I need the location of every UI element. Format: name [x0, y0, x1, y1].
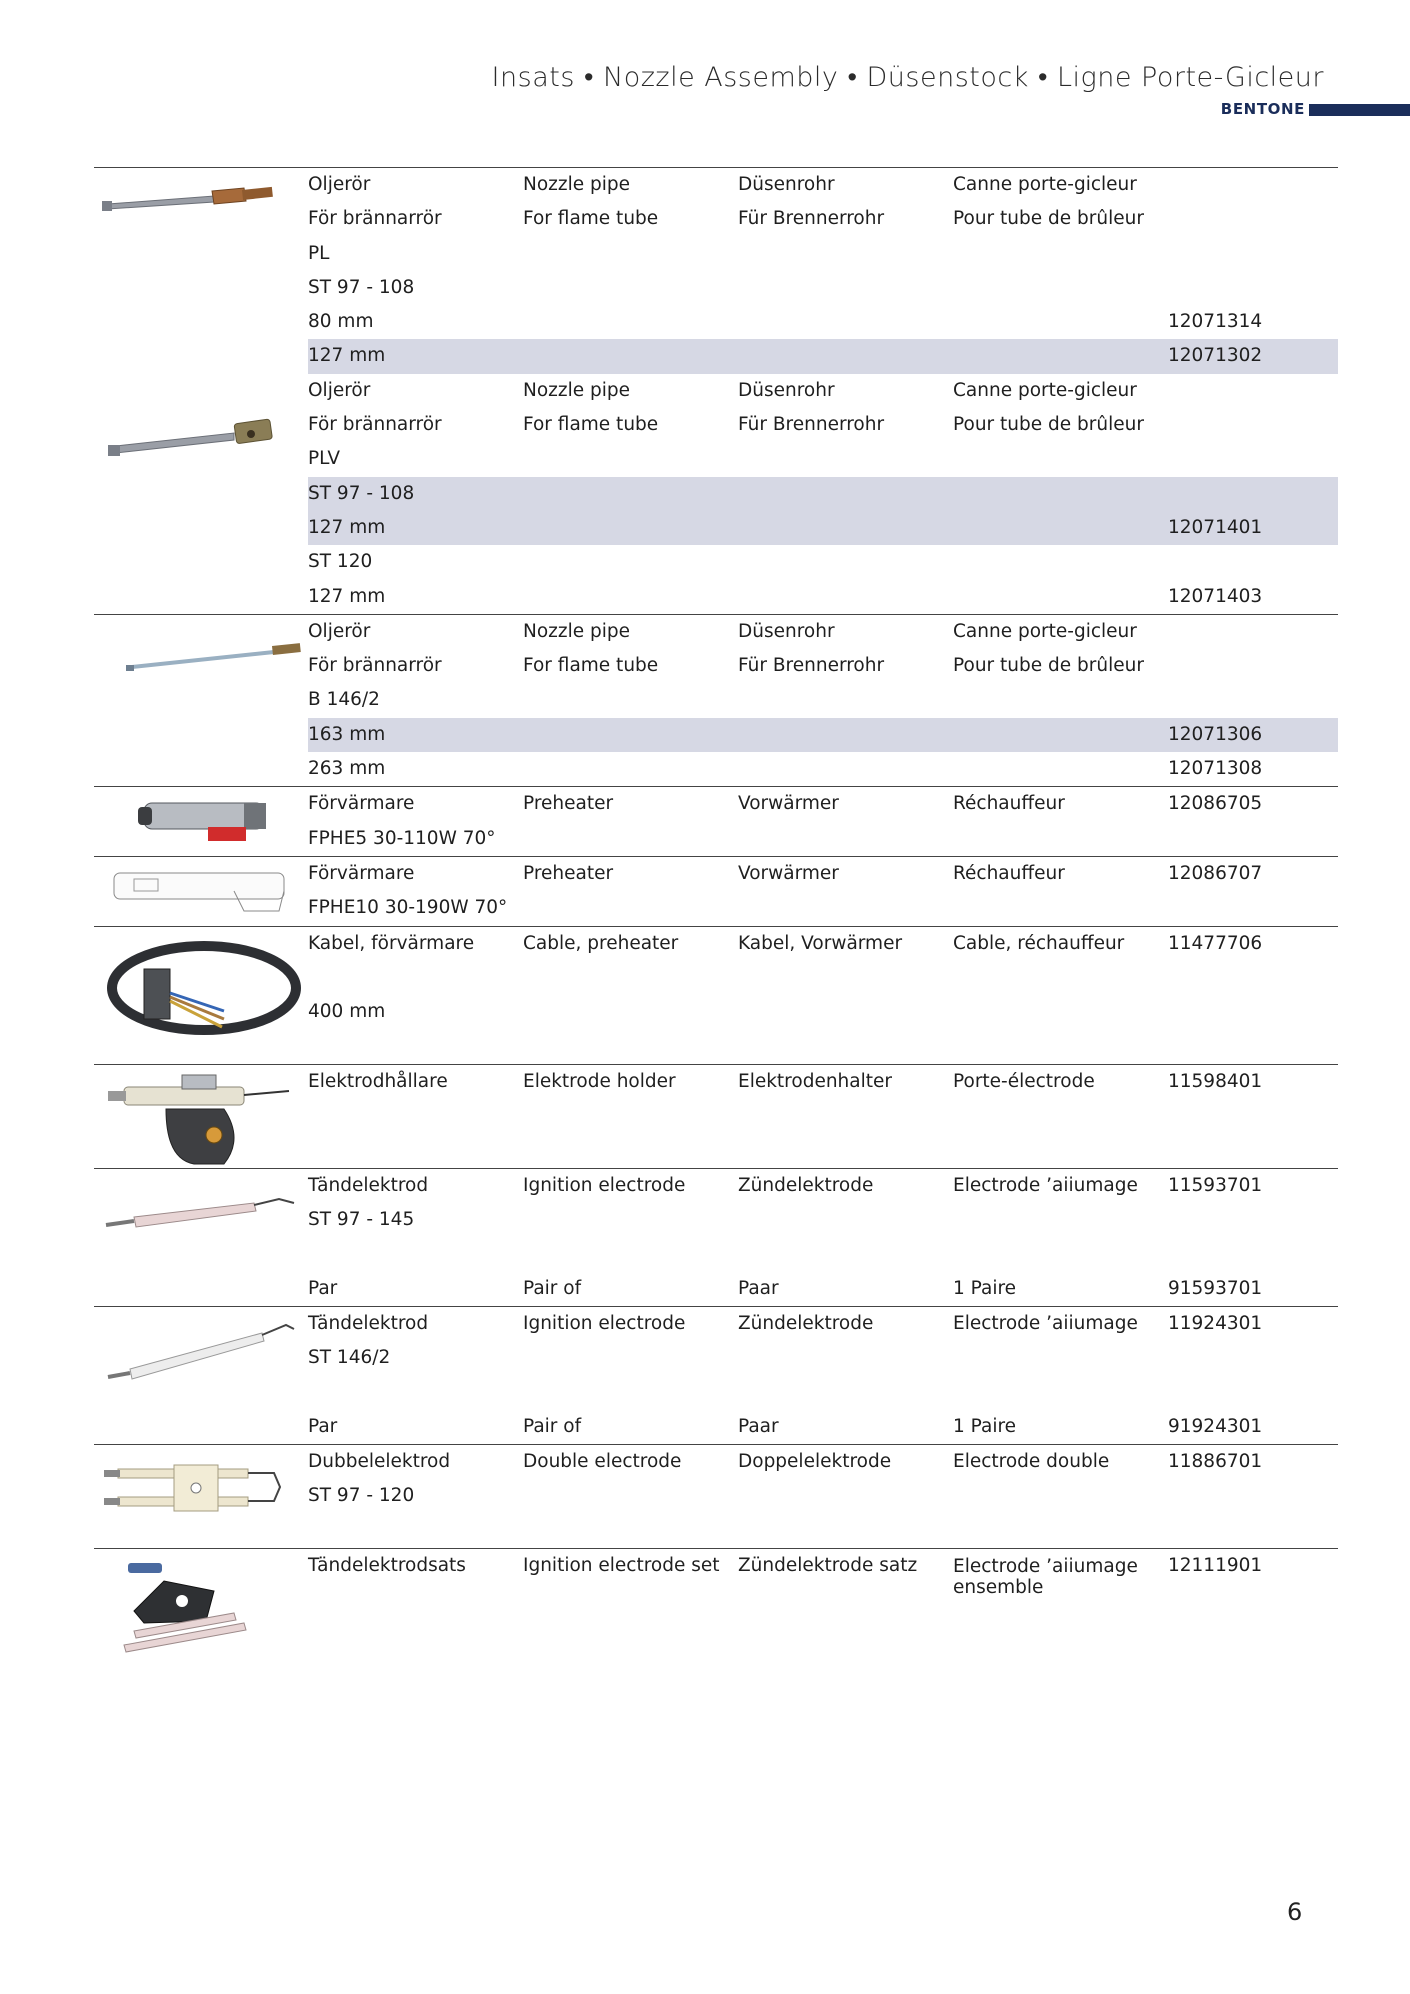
cell-c1: Tändelektrod: [308, 1312, 429, 1334]
cell-c1: ST 146/2: [308, 1347, 391, 1369]
cell-c1: ST 97 - 145: [308, 1208, 415, 1230]
table-row: [308, 580, 1338, 614]
nozzle-pipe-pl-image: [94, 168, 308, 238]
cell-c1: Oljerör: [308, 379, 371, 401]
cell-c1: PLV: [308, 448, 341, 470]
table-row: [308, 1237, 1338, 1271]
cell-c1: ST 97 - 120: [308, 1485, 415, 1507]
cell-c4: Electrode ’aiiumage: [953, 1174, 1138, 1196]
cell-c3: Zündelektrode: [738, 1312, 874, 1334]
table-row: [308, 1583, 1338, 1617]
table-row: [308, 615, 1338, 649]
cell-c1: Oljerör: [308, 620, 371, 642]
part-number: 12071306: [1168, 723, 1263, 745]
cell-c3: Doppelelektrode: [738, 1450, 892, 1472]
cell-c1: ST 120: [308, 551, 373, 573]
cell-c1: Dubbelelektrod: [308, 1450, 451, 1472]
cell-c2: Ignition electrode set: [523, 1554, 720, 1576]
product-section: [94, 856, 1338, 926]
product-section: [94, 1548, 1338, 1652]
table-row: [308, 1410, 1338, 1444]
cell-c1: 400 mm: [308, 1001, 386, 1023]
table-row: [308, 649, 1338, 683]
cell-c3: Vorwärmer: [738, 862, 839, 884]
cell-c3: Für Brennerrohr: [738, 414, 885, 436]
table-row: [308, 1445, 1338, 1479]
cell-c1: 263 mm: [308, 758, 386, 780]
table-row: [308, 1514, 1338, 1548]
ignition-electrode-146-image: [94, 1311, 308, 1391]
cell-c2: Pair of: [523, 1415, 582, 1437]
cell-c1: ST 97 - 108: [308, 276, 415, 298]
cell-c1: Tändelektrod: [308, 1174, 429, 1196]
table-row: [308, 1341, 1338, 1375]
table-row: [308, 1029, 1338, 1063]
table-row: [308, 408, 1338, 442]
cell-c1: Par: [308, 1415, 338, 1437]
table-row: [308, 787, 1338, 821]
cell-c4: 1 Paire: [953, 1415, 1017, 1437]
ignition-electrode-97-image: [94, 1175, 308, 1245]
part-number: 11886701: [1168, 1450, 1263, 1472]
table-row: [308, 477, 1338, 511]
cell-c1: 163 mm: [308, 723, 386, 745]
cell-c2: Preheater: [523, 793, 614, 815]
product-section: [94, 1064, 1338, 1168]
product-section: [94, 1306, 1338, 1444]
table-row: [308, 511, 1338, 545]
table-row: [308, 752, 1338, 786]
cell-c1: 127 mm: [308, 345, 386, 367]
cell-c1: 127 mm: [308, 516, 386, 538]
cell-c4: Canne porte-gicleur: [953, 174, 1137, 195]
cell-c3: Vorwärmer: [738, 793, 839, 815]
part-number: 11924301: [1168, 1312, 1263, 1334]
table-row: [308, 168, 1338, 202]
product-section: [94, 167, 1338, 614]
part-number: 12086707: [1168, 862, 1263, 884]
cell-c1: FPHE10 30-190W 70°: [308, 897, 508, 919]
cell-c2: Preheater: [523, 862, 614, 884]
part-number: 12071314: [1168, 311, 1263, 333]
cell-c2: Nozzle pipe: [523, 379, 630, 401]
cell-c2: Elektrode holder: [523, 1070, 676, 1092]
cell-c4: Pour tube de brûleur: [953, 655, 1144, 677]
page-header-title: Insats • Nozzle Assembly • Düsenstock • Ligne Porte-Gicleur: [491, 62, 1324, 93]
preheater-fphe10-image: [94, 861, 308, 921]
table-row: [308, 202, 1338, 236]
cell-c3: Düsenrohr: [738, 620, 835, 642]
cell-c4: 1 Paire: [953, 1277, 1017, 1299]
cell-c1: 80 mm: [308, 311, 374, 333]
cell-c2: Ignition electrode: [523, 1174, 686, 1196]
table-row: [308, 927, 1338, 961]
part-number: 91593701: [1168, 1277, 1263, 1299]
part-number: 12071403: [1168, 585, 1263, 607]
table-row: [308, 305, 1338, 339]
ignition-electrode-set-image: [94, 1551, 308, 1661]
cell-c4: Porte-électrode: [953, 1070, 1095, 1092]
cell-c4: Réchauffeur: [953, 793, 1065, 815]
table-row: [308, 857, 1338, 891]
cell-c2: Cable, preheater: [523, 932, 679, 954]
cell-c1: För brännarrör: [308, 655, 442, 677]
cell-c4: Electrode ’aiiumage: [953, 1312, 1138, 1334]
cell-c4: Canne porte-gicleur: [953, 379, 1137, 401]
table-row: [308, 1549, 1338, 1598]
nozzle-pipe-b146-image: [94, 627, 308, 687]
cell-c2: For flame tube: [523, 208, 659, 230]
cell-c4: Electrode double: [953, 1450, 1110, 1472]
cell-c1: PL: [308, 242, 330, 264]
product-section: [94, 926, 1338, 1064]
cell-c3: Zündelektrode satz: [738, 1554, 918, 1576]
table-row: [308, 961, 1338, 995]
part-number: 12111901: [1168, 1554, 1263, 1576]
cell-c3: Paar: [738, 1415, 779, 1437]
cell-c1: Förvärmare: [308, 862, 415, 884]
table-row: [308, 1169, 1338, 1203]
table-row: [308, 271, 1338, 305]
cell-c3: Kabel, Vorwärmer: [738, 932, 903, 954]
table-row: [308, 1099, 1338, 1133]
cell-c2: For flame tube: [523, 655, 659, 677]
cell-c4: Cable, réchauffeur: [953, 932, 1125, 954]
table-row: [308, 822, 1338, 856]
cell-c2: For flame tube: [523, 414, 659, 436]
table-row: [308, 1307, 1338, 1341]
product-section: [94, 1168, 1338, 1306]
table-row: [308, 237, 1338, 271]
product-section: [94, 786, 1338, 856]
cell-c1: Förvärmare: [308, 793, 415, 815]
cell-c1: Tändelektrodsats: [308, 1554, 466, 1576]
cell-c1: B 146/2: [308, 689, 380, 711]
nozzle-pipe-plv-image: [94, 398, 308, 468]
table-row: [308, 995, 1338, 1029]
product-section: [94, 614, 1338, 786]
part-number: 11598401: [1168, 1070, 1263, 1092]
cell-c4: Electrode ’aiiumage ensemble: [953, 1555, 1138, 1598]
cell-c1: 127 mm: [308, 585, 386, 607]
cell-c2: Nozzle pipe: [523, 174, 630, 195]
preheater-fphe5-image: [94, 791, 308, 851]
cell-c1: För brännarrör: [308, 208, 442, 230]
table-row: [308, 891, 1338, 925]
cell-c3: Zündelektrode: [738, 1174, 874, 1196]
cell-c2: Pair of: [523, 1277, 582, 1299]
cell-c1: ST 97 - 108: [308, 482, 415, 504]
cell-c3: Düsenrohr: [738, 379, 835, 401]
cell-c2: Nozzle pipe: [523, 620, 630, 642]
table-row: [308, 339, 1338, 373]
part-number: 12071401: [1168, 516, 1263, 538]
cell-c1: Kabel, förvärmare: [308, 932, 475, 954]
cell-c4: Pour tube de brûleur: [953, 414, 1144, 436]
part-number: 91924301: [1168, 1415, 1263, 1437]
table-row: [308, 374, 1338, 408]
table-row: [308, 1065, 1338, 1099]
parts-table: [94, 167, 1338, 1652]
part-number: 12071308: [1168, 758, 1263, 780]
cell-c3: Für Brennerrohr: [738, 208, 885, 230]
table-row: [308, 442, 1338, 476]
brand-bar: [1309, 104, 1410, 116]
part-number: 11477706: [1168, 932, 1263, 954]
preheater-cable-image: [94, 933, 308, 1053]
cell-c3: Paar: [738, 1277, 779, 1299]
double-electrode-image: [94, 1449, 308, 1529]
table-row: [308, 1272, 1338, 1306]
table-row: [308, 718, 1338, 752]
product-section: [94, 1444, 1338, 1548]
table-row: [308, 1375, 1338, 1409]
cell-c2: Ignition electrode: [523, 1312, 686, 1334]
table-row: [308, 1479, 1338, 1513]
cell-c3: Düsenrohr: [738, 174, 835, 195]
cell-c1: Elektrodhållare: [308, 1070, 448, 1092]
part-number: 12071302: [1168, 345, 1263, 367]
cell-c3: Für Brennerrohr: [738, 655, 885, 677]
cell-c4: Réchauffeur: [953, 862, 1065, 884]
cell-c4: Pour tube de brûleur: [953, 208, 1144, 230]
cell-c4: Canne porte-gicleur: [953, 620, 1137, 642]
part-number: 11593701: [1168, 1174, 1263, 1196]
page-number: 6: [1287, 1898, 1303, 1926]
electrode-holder-image: [94, 1069, 308, 1179]
cell-c1: Oljerör: [308, 174, 371, 195]
cell-c2: Double electrode: [523, 1450, 682, 1472]
table-row: [308, 545, 1338, 579]
cell-c1: För brännarrör: [308, 414, 442, 436]
cell-c1: FPHE5 30-110W 70°: [308, 827, 496, 849]
table-row: [308, 1617, 1338, 1651]
table-row: [308, 1133, 1338, 1167]
table-row: [308, 683, 1338, 717]
part-number: 12086705: [1168, 793, 1263, 815]
cell-c3: Elektrodenhalter: [738, 1070, 892, 1092]
table-row: [308, 1203, 1338, 1237]
brand-name: BENTONE: [1220, 100, 1305, 118]
cell-c1: Par: [308, 1277, 338, 1299]
